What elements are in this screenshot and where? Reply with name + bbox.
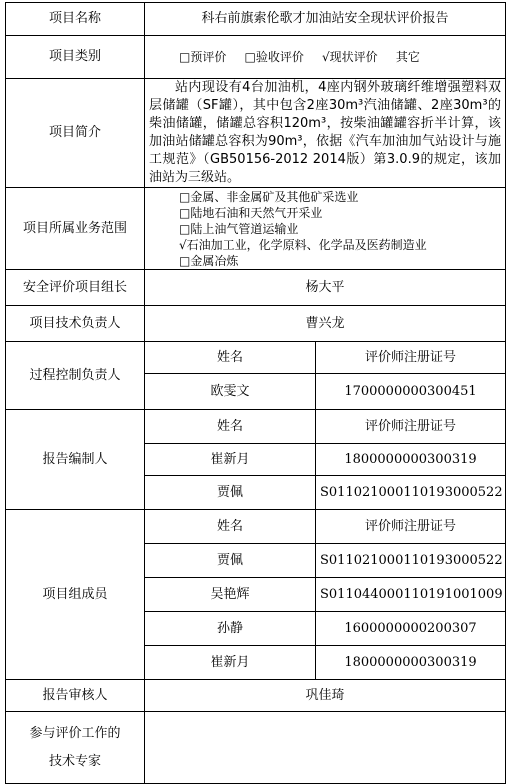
experts-label [6,712,145,784]
project-name-label: 项目名称 [6,3,145,36]
option-label: 其它 [395,49,420,64]
person-cert-id: 1800000000300319 [316,646,506,680]
team-members-label: 项目组成员 [6,510,145,680]
reviewer-value: 巩佳琦 [145,680,506,712]
column-header-name: 姓名 [145,510,316,544]
tech-lead-value: 曹兴龙 [145,306,506,342]
scope-item: □陆地石油和天然气开采业 [179,205,323,220]
column-header-cert-id: 评价师注册证号 [316,510,506,544]
experts-value [145,712,506,784]
option-status-eval [322,50,378,64]
option-label: 现状评价 [329,49,378,64]
experts-label-line2: 技术专家 [48,753,101,769]
row-team-leader [6,270,506,306]
row-business-scope [6,188,506,270]
person-name: 贾佩 [145,544,316,578]
person-cert-id: 1700000000300451 [316,374,506,410]
project-name-value: 科右前旗索伦歌才加油站安全现状评价报告 [145,3,506,36]
scope-item: □陆上油气管道运输业 [179,221,299,236]
team-leader-label: 安全评价项目组长 [6,270,145,306]
project-type-label: 项目类别 [6,36,145,79]
person-name: 崔新月 [145,444,316,476]
column-header-cert-id: 评价师注册证号 [316,342,506,374]
person-name: 崔新月 [145,646,316,680]
row-tech-lead [6,306,506,342]
evaluation-form-table [5,2,506,784]
person-name: 孙静 [145,612,316,646]
person-cert-id: 1800000000300319 [316,444,506,476]
column-header-name: 姓名 [145,342,316,374]
row-report-author-header [6,410,506,444]
row-process-control-header [6,342,506,374]
option-label: 验收评价 [255,49,304,64]
row-project-type [6,36,506,79]
person-cert-id: S011044000110191001009 [316,578,506,612]
row-project-name [6,3,506,36]
scope-item: □金属、非金属矿及其他矿采选业 [179,189,359,204]
project-type-options [145,36,506,79]
tech-lead-label: 项目技术负责人 [6,306,145,342]
row-experts [6,712,506,784]
person-cert-id: S011021000110193000522 [316,544,506,578]
row-reviewer [6,680,506,712]
person-name: 贾佩 [145,476,316,510]
row-team-members-header [6,510,506,544]
checkbox-mark: □ [244,49,256,64]
row-project-intro [6,79,506,188]
person-name: 欧雯文 [145,374,316,410]
option-acceptance-eval [245,50,304,64]
person-cert-id: 1600000000200307 [316,612,506,646]
option-label: 预评价 [190,49,227,64]
project-intro-label: 项目简介 [6,79,145,188]
column-header-cert-id: 评价师注册证号 [316,410,506,444]
business-scope-label: 项目所属业务范围 [6,188,145,270]
option-other [396,50,420,64]
process-control-label: 过程控制负责人 [6,342,145,410]
business-scope-list [145,188,506,270]
report-author-label: 报告编制人 [6,410,145,510]
scope-item: √石油加工业，化学原料、化学品及医药制造业 [179,237,427,252]
experts-label-line1: 参与评价工作的 [29,725,121,741]
checkbox-mark: □ [179,49,191,64]
team-leader-value: 杨大平 [145,270,506,306]
reviewer-label: 报告审核人 [6,680,145,712]
project-intro-text: 站内现设有4台加油机，4座内钢外玻璃纤维增强塑料双层储罐（SF罐），其中包含2座30m³汽油储罐、2座30m³的柴油储罐，储罐总容积120m³，按柴油罐罐容折半计算，该加油站储罐总容积为90m³，依据《汽车加油加气站设计与施工规范》（GB50156-2012 2014版）第3.0.9的规定，该加油站为三级站。 [145,79,506,188]
option-pre-eval [179,50,226,64]
person-name: 吴艳辉 [145,578,316,612]
person-cert-id: S011021000110193000522 [316,476,506,510]
scope-item: □金属冶炼 [179,253,239,268]
check-mark: √ [322,49,330,64]
column-header-name: 姓名 [145,410,316,444]
